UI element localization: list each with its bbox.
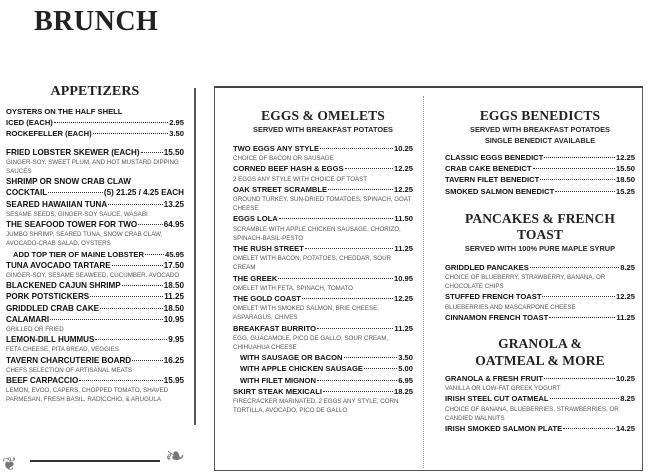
menu-item: CALAMARI 10.95 (6, 314, 184, 324)
menu-item: CLASSIC EGGS BENEDICT 12.25 (445, 153, 635, 162)
page-title: BRUNCH (34, 6, 159, 37)
section-title: GRANOLA & OATMEAL & MORE (475, 336, 605, 369)
item-description: OMELET WITH FETA, SPINACH, TOMATO (233, 284, 353, 292)
menu-item: ADD TOP TIER OF MAINE LOBSTER 45.95 (13, 249, 184, 259)
menu-item: CRAB CAKE BENEDICT 15.50 (445, 164, 635, 174)
menu-item: TWO EGGS ANY STYLE 10.25 (233, 144, 413, 153)
menu-item: GRIDDLED PANCAKES 8.25 (445, 262, 635, 272)
menu-item: THE SEAFOOD TOWER FOR TWO 64.95 (6, 220, 184, 230)
appetizers-section (6, 84, 184, 405)
item-description: OMELET WITH SMOKED SALMON, BRIE CHEESE, ASPARAGUS, CHIVES (233, 305, 380, 322)
section-subtitle: SERVED WITH BREAKFAST POTATOES (253, 125, 393, 134)
item-description: SESAME SEEDS, GINGER-SOY SAUCE, WASABI (6, 210, 148, 218)
menu-item: THE RUSH STREET 11.25 (233, 244, 413, 254)
menu-item: SMOKED SALMON BENEDICT 15.25 (445, 186, 635, 196)
item-description: CHEFS SELECTION OF ARTISANAL MEATS (6, 366, 133, 374)
menu-item: BREAKFAST BURRITO 11.25 (233, 323, 413, 333)
menu-item: IRISH STEEL CUT OATMEAL 8.25 (445, 394, 635, 404)
item-description: GINGER-SOY, SESAME SEAWEED, CUCUMBER, AVOCADO (6, 272, 180, 280)
menu-item: LEMON-DILL HUMMUS 9.95 (6, 335, 184, 345)
oysters-heading: OYSTERS ON THE HALF SHELL (6, 107, 123, 116)
menu-item: FRIED LOBSTER SKEWER (EACH) 15.50 (6, 147, 184, 157)
right-column (445, 88, 635, 434)
item-name-line: SHRIMP OR SNOW CRAB CLAW (6, 177, 131, 187)
section-title: APPETIZERS (50, 84, 140, 99)
flourish-ornament-icon: ❧ (165, 444, 186, 470)
menu-item: CINNAMON FRENCH TOAST 11.25 (445, 312, 635, 322)
section-title: EGGS BENEDICTS (479, 108, 601, 123)
menu-item: BEEF CARPACCIO 15.95 (6, 376, 184, 386)
section-title: PANCAKES & FRENCH TOAST (465, 210, 615, 242)
menu-item: STUFFED FRENCH TOAST 12.25 (445, 292, 635, 302)
menu-item: TAVERN CHARCUTERIE BOARD 16.25 (6, 355, 184, 365)
item-description: OMELET WITH BACON, POTATOES, CHEDDAR, SOUR CREAM (233, 255, 392, 272)
eggs-omelets-section (233, 88, 413, 415)
menu-item: PORK POTSTICKERS 11.25 (6, 292, 184, 302)
menu-item: GRANOLA & FRESH FRUIT 10.25 (445, 374, 635, 384)
section-subtitle: SERVED WITH 100% PURE MAPLE SYRUP (464, 243, 616, 253)
addon-item: WITH SAUSAGE OR BACON 3.50 (240, 353, 413, 363)
menu-item: IRISH SMOKED SALMON PLATE 14.25 (445, 424, 635, 434)
item-description: 2 EGGS ANY STYLE WITH CHOICE OF TOAST (233, 175, 368, 183)
item-description: CHOICE OF BLUEBERRY, STRAWBERRY, BANANA, OR CHOCOLATE CHIPS (445, 274, 606, 291)
menu-item: TUNA AVOCADO TARTARE 17.50 (6, 260, 184, 270)
item-description: FIRECRACKER MARINATED, 2 EGGS ANY STYLE, CORN TORTILLA, AVOCADO, PICO DE GALLO (233, 398, 399, 415)
item-description: CHOICE OF BANANA, BLUEBERRIES, STRAWBERRIES, OR CANDIED WALNUTS (445, 405, 619, 422)
menu-item: COCKTAIL (5) 21.25 / 4.25 EACH (6, 188, 184, 198)
item-description: LEMON, EVOO, CAPERS, CHOPPED TOMATO, SHAVED PARMESAN, FRESH BASIL, RADICCHIO, & ARUGULA (6, 387, 169, 404)
menu-item: GRIDDLED CRAB CAKE 18.50 (6, 303, 184, 313)
section-subtitle: SINGLE BENEDICT AVAILABLE (484, 136, 596, 145)
section-title: EGGS & OMELETS (261, 108, 385, 123)
column-divider (194, 88, 196, 425)
item-description: CHOICE OF BACON OR SAUSAGE (233, 155, 334, 163)
addon-item: WITH FILET MIGNON 6.95 (240, 375, 413, 385)
item-description: SCRAMBLE WITH APPLE CHICKEN SAUSAGE, CHORIZO, SPINACH-BASIL-PESTO (233, 225, 401, 242)
section-subtitle: SERVED WITH BREAKFAST POTATOES (470, 125, 610, 134)
flourish-ornament-icon: ❦ (2, 454, 18, 474)
addon-item: WITH APPLE CHICKEN SAUSAGE 5.00 (240, 364, 413, 374)
item-description: JUMBO SHRIMP, SEARED TUNA, SNOW CRAB CLAW, AVOCADO-CRAB SALAD, OYSTERS (6, 231, 163, 248)
menu-item: ROCKEFELLER (EACH) 3.50 (6, 129, 184, 139)
item-description: GRILLED OR FRIED (6, 326, 64, 334)
menu-item: CORNED BEEF HASH & EGGS 12.25 (233, 164, 413, 174)
bottom-rule (30, 460, 160, 462)
item-description: GINGER-SOY, SWEET PLUM, AND HOT MUSTARD DIPPING SAUCES (6, 158, 179, 176)
menu-item: THE GREEK 10.95 (233, 273, 413, 283)
menu-item: SEARED HAWAIIAN TUNA 13.25 (6, 199, 184, 209)
column-divider (423, 96, 424, 468)
item-description: EGG, GUACAMOLE, PICO DE GALLO, SOUR CREAM, CHIHUAHUA CHEESE (233, 334, 389, 352)
menu-item: SKIRT STEAK MEXICALI 18.25 (233, 386, 413, 396)
item-description: GROUND TURKEY, SUN-DRIED TOMATOES, SPINACH, GOAT CHEESE (233, 196, 412, 213)
menu-item: ICED (EACH) 2.95 (6, 118, 184, 128)
menu-item: THE GOLD COAST 12.25 (233, 294, 413, 304)
item-description: BLUEBERRIES AND MASCARPONE CHEESE (445, 303, 576, 311)
menu-item: BLACKENED CAJUN SHRIMP 18.50 (6, 281, 184, 291)
item-description: FETA CHEESE, PITA BREAD, VEGGIES (6, 346, 119, 354)
menu-item: OAK STREET SCRAMBLE 12.25 (233, 184, 413, 194)
menu-item: TAVERN FILET BENEDICT 18.50 (445, 175, 635, 185)
menu-item: EGGS LOLA 11.50 (233, 214, 413, 224)
item-description: VANILLA OR LOW-FAT GREEK YOGURT (445, 385, 561, 393)
